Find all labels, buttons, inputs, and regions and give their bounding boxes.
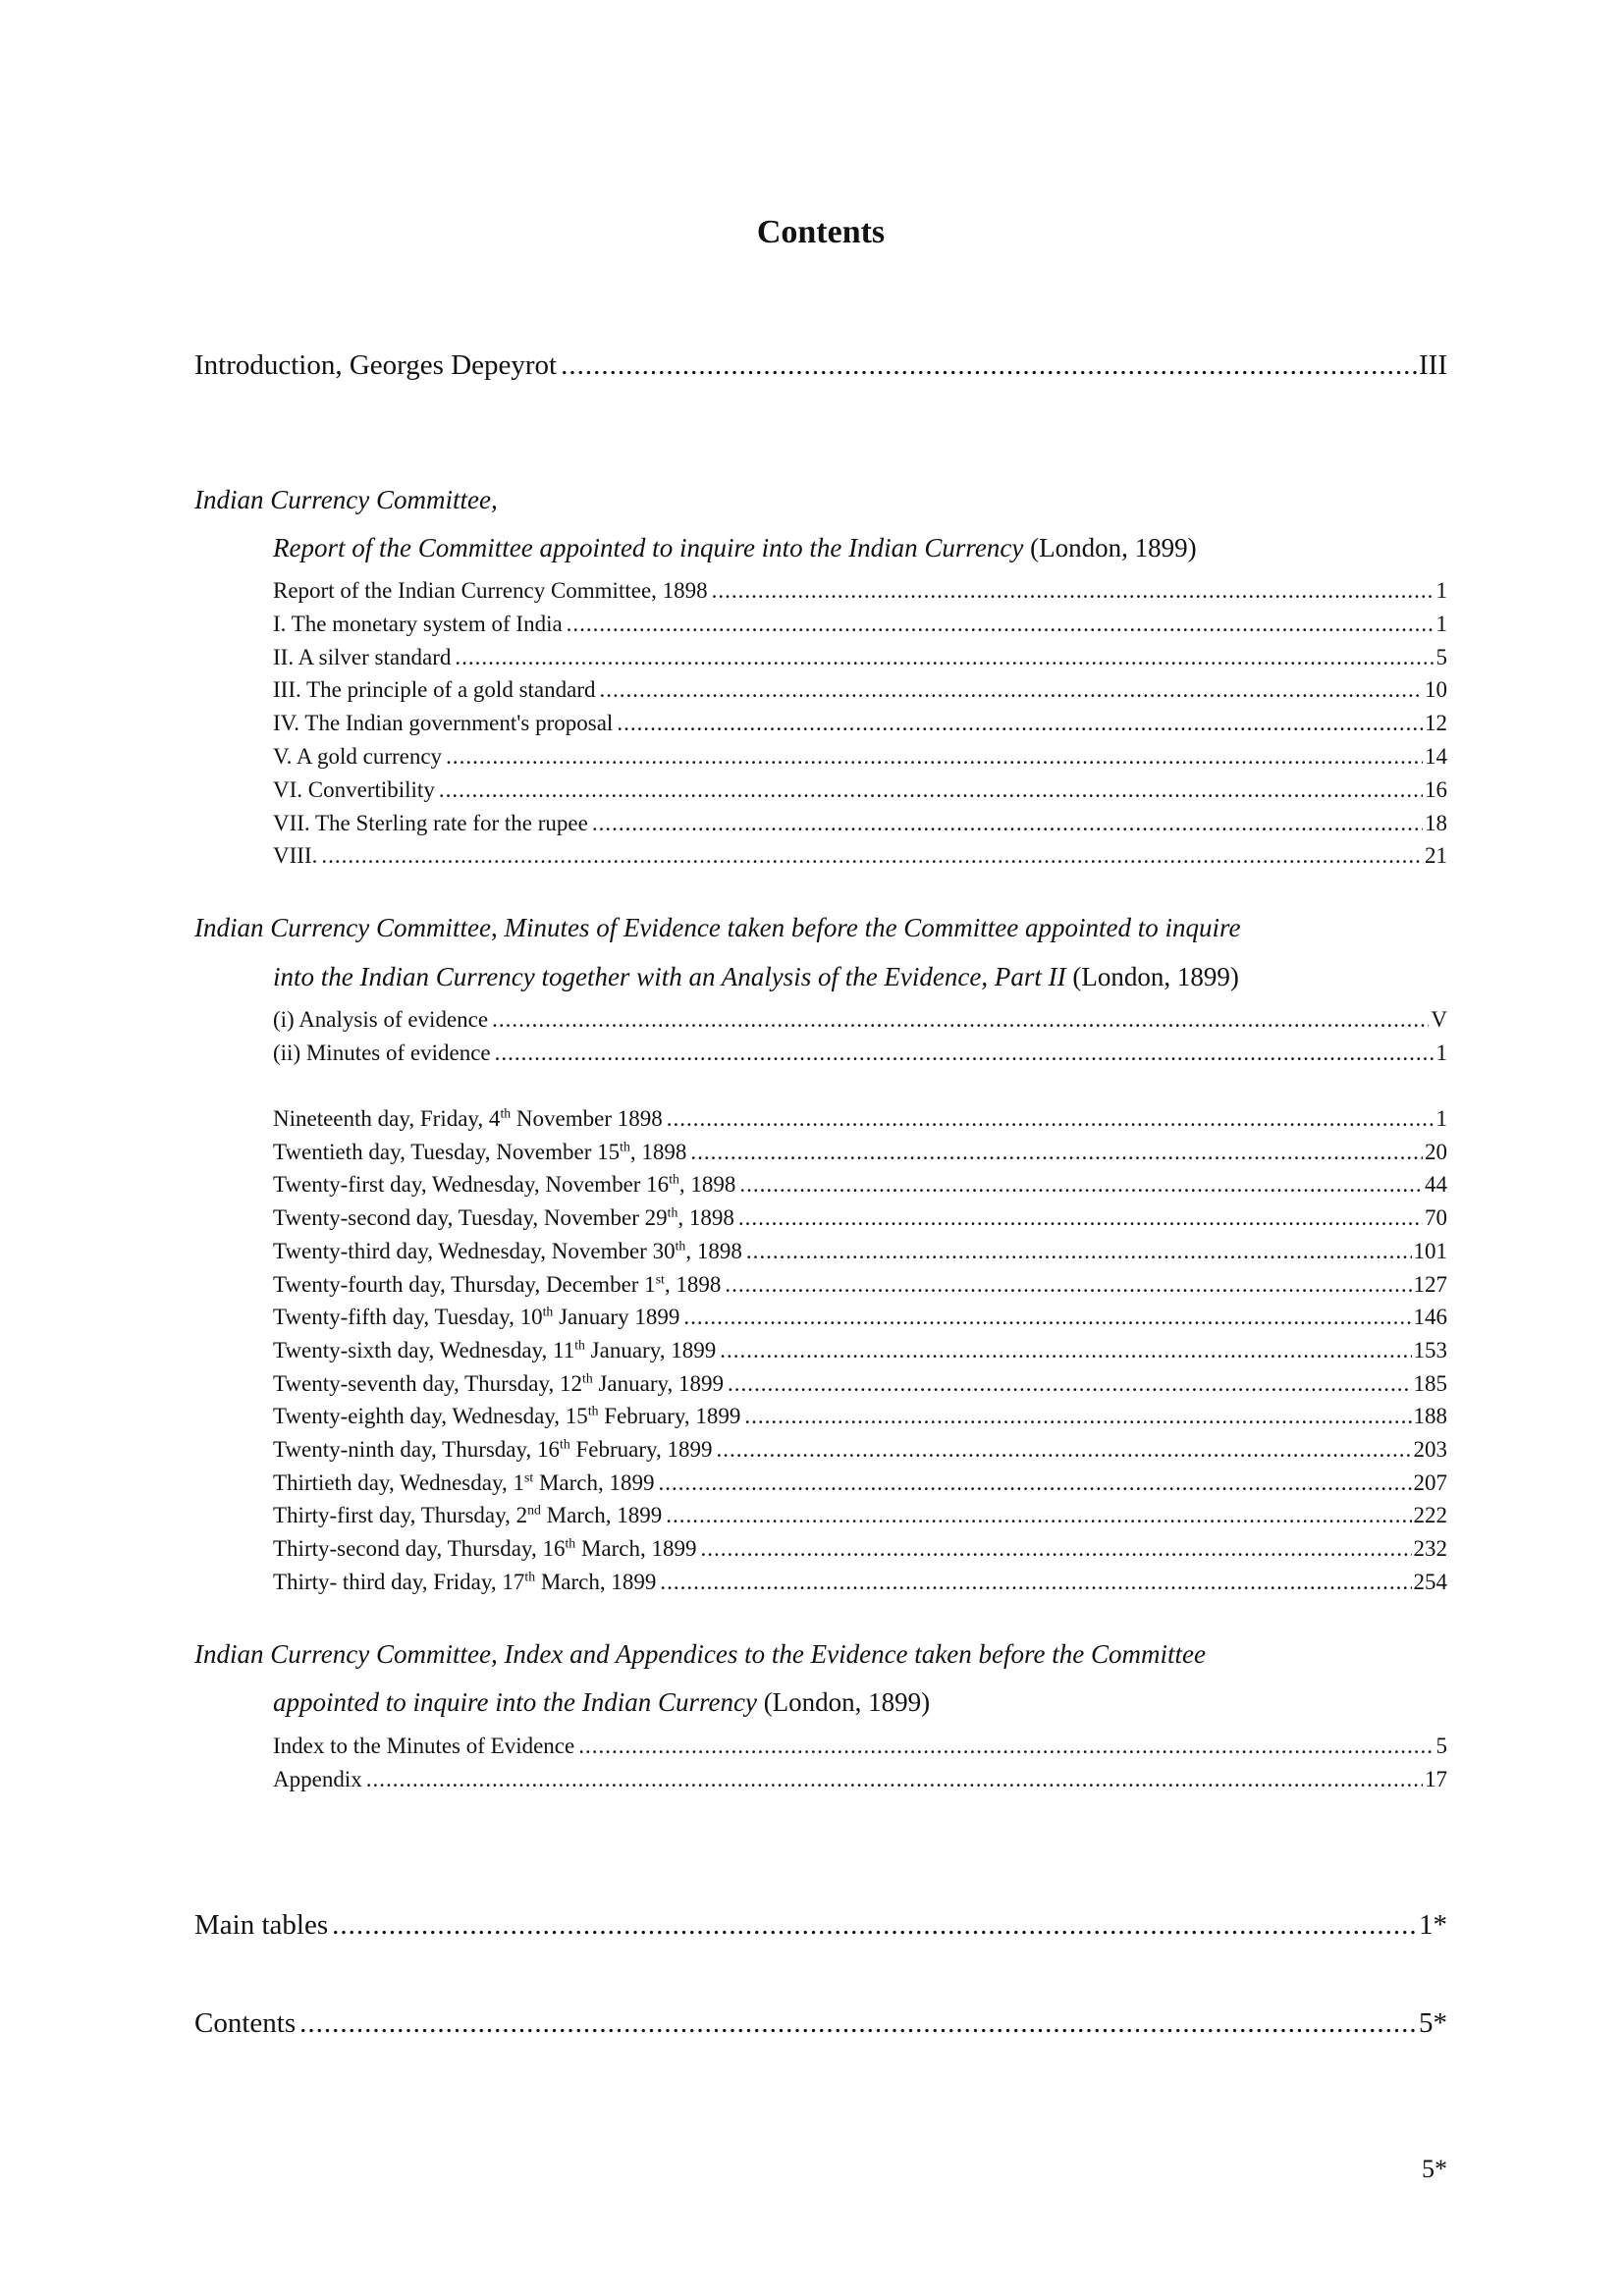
leader-dots: [492, 1007, 1429, 1033]
ordinal-suffix: nd: [527, 1502, 541, 1518]
toc-entry-label-post: January, 1899: [592, 1370, 725, 1396]
ordinal-suffix: th: [565, 1535, 576, 1551]
toc-entry[interactable]: [273, 677, 1447, 703]
section-heading-italic: appointed to inquire into the Indian Currency: [273, 1687, 757, 1717]
toc-entry-label-pre: Twenty-eighth day, Wednesday, 15: [273, 1404, 588, 1429]
section-heading-minutes: [194, 913, 1447, 943]
leader-dots: [299, 2007, 1417, 2040]
toc-entry-label-pre: Nineteenth day, Friday, 4: [273, 1106, 501, 1131]
toc-entry-label: [273, 1140, 686, 1165]
leader-dots: [332, 1909, 1417, 1942]
toc-entry-label: [273, 1437, 713, 1463]
toc-entry-label-post: , 1898: [677, 1205, 734, 1231]
toc-entry-label-pre: Thirty- third day, Friday, 17: [273, 1569, 525, 1594]
toc-entry-label-pre: Thirty-first day, Thursday, 2: [273, 1503, 528, 1528]
leader-dots: [660, 1570, 1411, 1595]
toc-entry-label: [273, 1172, 735, 1198]
ordinal-suffix: th: [524, 1569, 536, 1584]
toc-page-number: 146: [1413, 1305, 1447, 1330]
ordinal-suffix: th: [500, 1105, 512, 1121]
leader-dots: [667, 1106, 1435, 1132]
ordinal-suffix: th: [667, 1204, 678, 1220]
leader-dots: [738, 1205, 1423, 1231]
section-subheading-report: [273, 533, 1526, 563]
toc-page-number: 1: [1435, 1040, 1447, 1065]
toc-entry[interactable]: [273, 1041, 1447, 1066]
section-heading-italic: Indian Currency Committee: [194, 913, 491, 942]
leader-dots: [666, 1503, 1411, 1528]
toc-page-number: 254: [1413, 1569, 1447, 1594]
toc-page-number: 101: [1413, 1238, 1447, 1263]
toc-day-entry[interactable]: [273, 1404, 1447, 1429]
leader-dots: [439, 777, 1423, 803]
section-subheading-index: [273, 1687, 1526, 1718]
toc-entry-label: II. A silver standard: [273, 644, 452, 669]
toc-entry-label-pre: Twenty-seventh day, Thursday, 12: [273, 1370, 582, 1396]
toc-entry-label-pre: Twenty-sixth day, Wednesday, 11: [273, 1337, 575, 1362]
page-number-footer: 5*: [1422, 2155, 1447, 2183]
toc-page-number: V: [1431, 1007, 1447, 1032]
toc-entry-label: VIII.: [273, 843, 318, 869]
toc-entry-label-pre: Twenty-fourth day, Thursday, December 1: [273, 1271, 656, 1297]
leader-dots: [690, 1140, 1423, 1165]
toc-page-number: 153: [1413, 1337, 1447, 1362]
toc-entry-label-post: March, 1899: [540, 1503, 663, 1528]
leader-dots: [366, 1767, 1423, 1792]
leader-dots: [567, 612, 1435, 637]
leader-dots: [712, 578, 1435, 604]
toc-entry-label-post: November 1898: [511, 1106, 663, 1131]
toc-entry-label: Appendix: [273, 1766, 362, 1791]
toc-page-number: 21: [1425, 843, 1447, 869]
toc-page-number: 14: [1425, 744, 1447, 769]
toc-day-entry[interactable]: [273, 1570, 1447, 1595]
toc-entry-label: Contents: [194, 2007, 297, 2039]
toc-page-number: 203: [1413, 1437, 1447, 1462]
toc-entry[interactable]: [273, 777, 1447, 803]
toc-entry[interactable]: [273, 1007, 1447, 1033]
toc-page-number: 1: [1435, 611, 1447, 636]
toc-page-number: 17: [1425, 1766, 1447, 1791]
toc-entry-label: [273, 1305, 679, 1330]
leader-dots: [578, 1734, 1434, 1759]
leader-dots: [658, 1470, 1411, 1496]
toc-page-number: 185: [1413, 1370, 1447, 1396]
toc-entry-label: [273, 1239, 742, 1264]
toc-entry-label: [273, 1570, 656, 1595]
toc-page-number: 70: [1425, 1205, 1447, 1231]
toc-entry-label-pre: Twenty-ninth day, Thursday, 16: [273, 1437, 561, 1462]
toc-page-number: 18: [1425, 810, 1447, 835]
leader-dots: [600, 677, 1424, 703]
toc-page-number: 232: [1413, 1536, 1447, 1562]
toc-entry[interactable]: [273, 711, 1447, 736]
toc-page-number: 127: [1413, 1271, 1447, 1297]
ordinal-suffix: st: [523, 1469, 534, 1485]
leader-dots: [561, 349, 1417, 382]
toc-entry-label: Index to the Minutes of Evidence: [273, 1734, 575, 1758]
toc-entry-label-post: February, 1899: [598, 1404, 741, 1429]
toc-entry-label-post: , 1898: [664, 1271, 722, 1297]
toc-day-entry[interactable]: [273, 1437, 1447, 1463]
toc-entry-label: [273, 1205, 734, 1231]
toc-entry-label: [273, 1404, 740, 1429]
toc-entry-label-post: , 1898: [685, 1238, 742, 1263]
toc-entry-label: V. A gold currency: [273, 744, 443, 769]
toc-day-entry[interactable]: [273, 1371, 1447, 1397]
toc-day-entry[interactable]: [273, 1503, 1447, 1528]
ordinal-suffix: th: [620, 1139, 630, 1154]
toc-entry[interactable]: [273, 1767, 1447, 1792]
toc-entry-label: Introduction, Georges Depeyrot: [194, 349, 558, 381]
toc-day-entry[interactable]: [273, 1272, 1447, 1298]
ordinal-suffix: th: [587, 1403, 599, 1418]
ordinal-suffix: st: [655, 1270, 665, 1286]
toc-entry-label: [273, 1106, 663, 1132]
toc-entry-label: [273, 1536, 696, 1562]
toc-page-number: 44: [1425, 1172, 1447, 1198]
toc-page-number: III: [1419, 349, 1447, 381]
section-heading-italic: Indian Currency Committee, Index and Appendices to the Evidence taken before the Committee: [194, 1639, 1206, 1669]
leader-dots: [592, 811, 1423, 836]
toc-entry-label: VI. Convertibility: [273, 776, 435, 802]
toc-day-entry[interactable]: [273, 1305, 1447, 1330]
toc-entry-label: IV. The Indian government's proposal: [273, 711, 614, 736]
toc-entry-label: [273, 1503, 662, 1528]
toc-entry-label: [273, 1338, 716, 1363]
leader-dots: [700, 1536, 1411, 1562]
toc-entry-contents[interactable]: [194, 2007, 1447, 2040]
leader-dots: [739, 1172, 1423, 1198]
toc-entry-label-post: March, 1899: [575, 1536, 697, 1562]
toc-day-entry[interactable]: [273, 1536, 1447, 1562]
leader-dots: [744, 1404, 1411, 1429]
leader-dots: [617, 711, 1423, 736]
leader-dots: [446, 744, 1423, 770]
ordinal-suffix: th: [675, 1238, 686, 1254]
toc-entry-label: I. The monetary system of India: [273, 611, 563, 636]
toc-page-number: 207: [1413, 1469, 1447, 1495]
toc-entry[interactable]: [273, 843, 1447, 869]
leader-dots: [455, 645, 1434, 670]
toc-entry-introduction[interactable]: [194, 349, 1447, 382]
section-heading-tail: (London, 1899): [1030, 533, 1197, 562]
toc-page-number: 5*: [1419, 2007, 1447, 2039]
toc-page-number: 222: [1413, 1503, 1447, 1528]
toc-entry-label-pre: Twentieth day, Tuesday, November 15: [273, 1139, 621, 1164]
toc-entry-label-pre: Thirtieth day, Wednesday, 1: [273, 1469, 524, 1495]
ordinal-suffix: th: [560, 1436, 570, 1452]
toc-entry-label: Report of the Indian Currency Committee, 1898: [273, 578, 708, 603]
toc-entry-label: III. The principle of a gold standard: [273, 677, 596, 703]
section-heading-index: [194, 1639, 1447, 1670]
toc-entry-label-post: , 1898: [629, 1139, 687, 1164]
section-heading-tail: (London, 1899): [763, 1687, 931, 1717]
toc-page-number: 20: [1425, 1139, 1447, 1164]
toc-page-number: 5: [1435, 1734, 1447, 1758]
toc-day-entry[interactable]: [273, 1172, 1447, 1198]
toc-entry-label-pre: Twenty-third day, Wednesday, November 30: [273, 1238, 676, 1263]
leader-dots: [683, 1305, 1411, 1330]
toc-entry-label: Main tables: [194, 1909, 329, 1941]
toc-entry-label: [273, 1470, 654, 1496]
ordinal-suffix: th: [574, 1337, 585, 1353]
leader-dots: [728, 1371, 1411, 1397]
toc-day-entry[interactable]: [273, 1140, 1447, 1165]
section-heading-italic: into the Indian Currency together with an Analysis of the Evidence, Part II: [273, 962, 1066, 991]
toc-entry[interactable]: [273, 811, 1447, 836]
section-heading-comma: ,: [490, 913, 498, 942]
toc-day-entry[interactable]: [273, 1239, 1447, 1264]
toc-page-number: 1: [1435, 1106, 1447, 1131]
toc-day-entry[interactable]: [273, 1205, 1447, 1231]
page-title: Contents: [756, 214, 886, 250]
leader-dots: [717, 1437, 1412, 1463]
toc-entry-label: [273, 1371, 724, 1397]
toc-entry-label-post: January, 1899: [584, 1337, 717, 1362]
ordinal-suffix: th: [542, 1304, 554, 1319]
toc-page-number: 12: [1425, 711, 1447, 736]
toc-page-number: 16: [1425, 776, 1447, 802]
section-heading-italic: Report of the Committee appointed to inquire into the Indian Currency: [273, 533, 1024, 562]
toc-entry-label-pre: Twenty-fifth day, Tuesday, 10: [273, 1305, 543, 1330]
section-heading-report: [194, 485, 1447, 515]
leader-dots: [720, 1338, 1411, 1363]
toc-entry-label-post: February, 1899: [569, 1437, 713, 1462]
toc-entry-label-pre: Thirty-second day, Thursday, 16: [273, 1536, 566, 1562]
toc-entry[interactable]: [273, 578, 1447, 604]
toc-page-number: 10: [1425, 677, 1447, 703]
section-heading-tail: (London, 1899): [1072, 962, 1239, 991]
toc-page-number: 5: [1435, 644, 1447, 669]
leader-dots: [725, 1272, 1411, 1298]
ordinal-suffix: th: [669, 1171, 679, 1187]
toc-day-entry[interactable]: [273, 1106, 1447, 1132]
toc-day-entry[interactable]: [273, 1470, 1447, 1496]
section-heading-italic: Minutes of Evidence taken before the Committee appointed to inquire: [497, 913, 1241, 942]
toc-entry[interactable]: [273, 645, 1447, 670]
toc-day-entry[interactable]: [273, 1338, 1447, 1363]
toc-entry-label-post: , 1898: [678, 1172, 736, 1198]
toc-entry[interactable]: [273, 744, 1447, 770]
leader-dots: [746, 1239, 1412, 1264]
toc-entry-label: (ii) Minutes of evidence: [273, 1040, 491, 1065]
page: [194, 0, 1447, 2296]
toc-entry-label: [273, 1272, 721, 1298]
toc-page-number: 1*: [1419, 1909, 1447, 1941]
toc-page-number: 188: [1413, 1404, 1447, 1429]
toc-entry-label-post: March, 1899: [533, 1469, 655, 1495]
leader-dots: [321, 843, 1423, 869]
toc-entry-label-post: January 1899: [553, 1305, 680, 1330]
section-heading-line: Indian Currency Committee,: [194, 485, 498, 514]
section-subheading-minutes: [273, 962, 1526, 992]
toc-entry-label-pre: Twenty-first day, Wednesday, November 16: [273, 1172, 670, 1198]
toc-entry[interactable]: [273, 612, 1447, 637]
toc-entry-label: (i) Analysis of evidence: [273, 1007, 489, 1032]
toc-entry-label: VII. The Sterling rate for the rupee: [273, 810, 588, 835]
toc-entry-main-tables[interactable]: [194, 1909, 1447, 1942]
toc-entry-label-post: March, 1899: [535, 1569, 657, 1594]
toc-page-number: 1: [1435, 578, 1447, 603]
ordinal-suffix: th: [582, 1369, 593, 1385]
toc-entry[interactable]: [273, 1734, 1447, 1759]
toc-entry-label-pre: Twenty-second day, Tuesday, November 29: [273, 1205, 668, 1231]
leader-dots: [495, 1041, 1435, 1066]
